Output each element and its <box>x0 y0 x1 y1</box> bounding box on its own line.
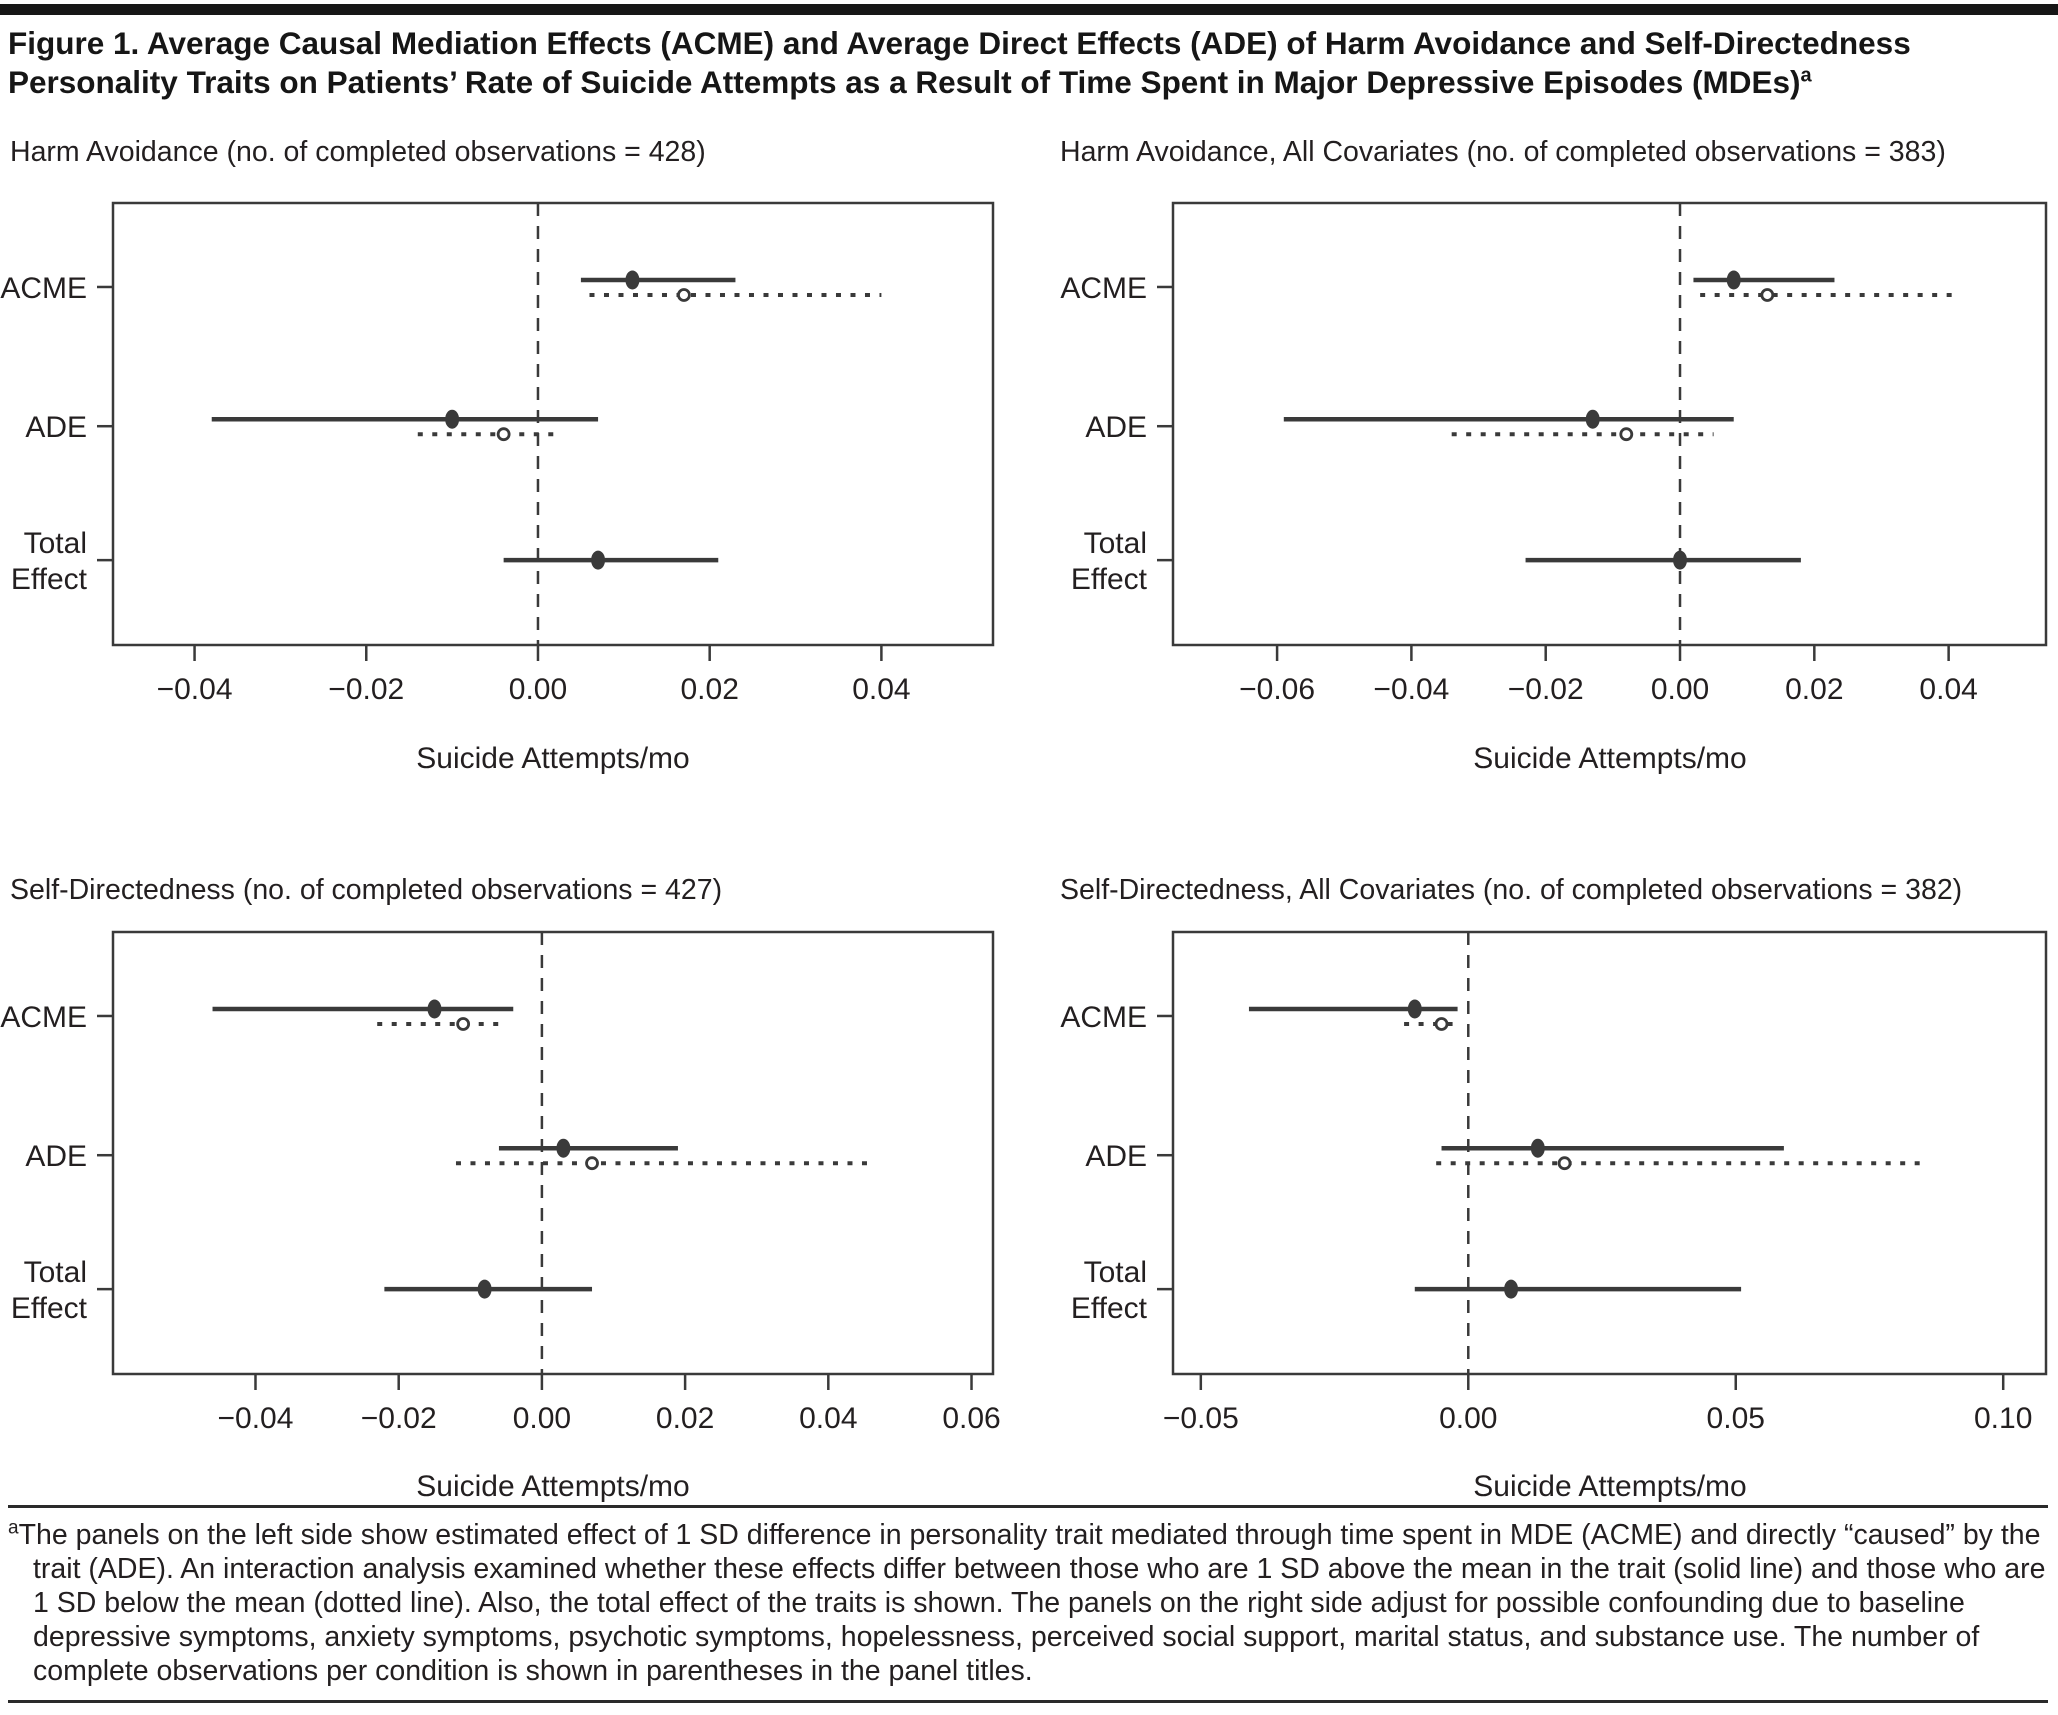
x-axis-label-panel-3: Suicide Attempts/mo <box>416 1470 690 1503</box>
estimate-marker-open <box>1436 1018 1447 1029</box>
estimate-marker-solid <box>556 1139 570 1158</box>
row-label: Effect <box>10 563 87 597</box>
estimate-marker-solid <box>427 999 441 1018</box>
x-axis-label-panel-4: Suicide Attempts/mo <box>1473 1470 1747 1503</box>
x-tick-label: 0.04 <box>1919 673 1978 706</box>
x-tick-label: 0.02 <box>680 673 739 706</box>
x-tick-label: −0.06 <box>1239 673 1316 706</box>
row-label: ACME <box>1060 1000 1147 1034</box>
footnote <box>8 1505 2048 1703</box>
forest-panel-0 <box>0 203 993 706</box>
panel-title-self-directedness-all-covariates: Self-Directedness, All Covariates (no. of completed observations = 382) <box>1060 874 1963 906</box>
estimate-marker-solid <box>478 1280 492 1299</box>
plot-border <box>1173 203 2046 645</box>
forest-panel-2 <box>0 932 1000 1435</box>
plot-border <box>113 932 993 1374</box>
x-tick-label: 0.02 <box>655 1402 715 1435</box>
estimate-marker-solid <box>591 551 605 570</box>
x-tick-label: −0.04 <box>156 673 233 706</box>
panel-title-self-directedness: Self-Directedness (no. of completed observations = 427) <box>10 874 723 906</box>
x-tick-label: −0.05 <box>1162 1402 1239 1435</box>
row-label: Total <box>1083 527 1147 561</box>
estimate-marker-solid <box>1408 999 1422 1018</box>
x-tick-label: 0.00 <box>1439 1402 1498 1435</box>
x-tick-label: 0.00 <box>1650 673 1710 706</box>
row-label: ACME <box>0 1000 87 1034</box>
estimate-marker-open <box>458 1018 469 1029</box>
row-label: ACME <box>1060 271 1147 305</box>
estimate-marker-solid <box>1504 1280 1518 1299</box>
footnote-body: The panels on the left side show estimated effect of 1 SD difference in personality trait mediated through time spent in MDE (ACME) and directly “caused” by the trait (ADE). An interaction analysis examined whether these effects differ between those who are 1 SD above the mean in the trait (solid line) and those who are 1 SD below the mean (dotted line). Also, the total effect of the traits is shown. The panels on the right side adjust for possible confounding due to baseline depressive symptoms, anxiety symptoms, psychotic symptoms, hopelessness, perceived social support, marital status, and substance use. The number of complete observations per condition is shown in parentheses in the panel titles. <box>18 1519 2046 1687</box>
x-tick-label: −0.02 <box>1507 673 1584 706</box>
estimate-marker-solid <box>1673 551 1687 570</box>
footnote-text <box>8 1518 2048 1688</box>
panel-title-harm-avoidance-all-covariates: Harm Avoidance, All Covariates (no. of completed observations = 383) <box>1060 136 1946 168</box>
figure-title-line1: Figure 1. Average Causal Mediation Effects (ACME) and Average Direct Effects (ADE) of Harm Avoidance and Self-Directedness <box>8 25 1911 61</box>
x-tick-label: 0.04 <box>852 673 911 706</box>
row-label: Total <box>23 527 87 561</box>
estimate-marker-open <box>1762 289 1773 300</box>
x-tick-label: 0.06 <box>942 1402 1001 1435</box>
x-tick-label: 0.05 <box>1706 1402 1765 1435</box>
row-label: ADE <box>1085 411 1147 445</box>
estimate-marker-solid <box>445 410 459 429</box>
figure-title-superscript: a <box>1800 64 1812 87</box>
x-tick-label: −0.02 <box>360 1402 437 1435</box>
estimate-marker-open <box>1621 429 1632 440</box>
x-axis-label-panel-2: Suicide Attempts/mo <box>1473 742 1747 775</box>
row-label: Total <box>1083 1256 1147 1290</box>
x-tick-label: 0.02 <box>1785 673 1844 706</box>
estimate-marker-open <box>587 1158 598 1169</box>
row-label: ADE <box>25 1140 87 1174</box>
estimate-marker-solid <box>625 270 639 289</box>
row-label: Total <box>23 1256 87 1290</box>
estimate-marker-solid <box>1727 270 1741 289</box>
estimate-marker-open <box>678 289 689 300</box>
figure-title-line2: Personality Traits on Patients’ Rate of Suicide Attempts as a Result of Time Spent in Major Depressive Episodes (MDEs) <box>8 64 1801 100</box>
x-tick-label: 0.00 <box>508 673 568 706</box>
row-label: Effect <box>10 1292 87 1326</box>
x-tick-label: 0.00 <box>512 1402 572 1435</box>
row-label: Effect <box>1070 563 1147 597</box>
plot-border <box>113 203 993 645</box>
estimate-marker-open <box>498 429 509 440</box>
estimate-marker-open <box>1559 1158 1570 1169</box>
x-tick-label: −0.04 <box>217 1402 294 1435</box>
footnote-marker: a <box>8 1517 19 1539</box>
forest-panel-3 <box>1060 932 2046 1435</box>
plot-border <box>1173 932 2046 1374</box>
row-label: ACME <box>0 271 87 305</box>
estimate-marker-solid <box>1586 410 1600 429</box>
row-label: Effect <box>1070 1292 1147 1326</box>
estimate-marker-solid <box>1531 1139 1545 1158</box>
x-tick-label: 0.10 <box>1974 1402 2033 1435</box>
x-axis-label-panel-1: Suicide Attempts/mo <box>416 742 690 775</box>
row-label: ADE <box>1085 1140 1147 1174</box>
x-tick-label: −0.02 <box>328 673 405 706</box>
panel-title-harm-avoidance: Harm Avoidance (no. of completed observations = 428) <box>10 136 706 168</box>
row-label: ADE <box>25 411 87 445</box>
x-tick-label: 0.04 <box>799 1402 858 1435</box>
forest-panel-1 <box>1060 203 2046 706</box>
x-tick-label: −0.04 <box>1373 673 1450 706</box>
